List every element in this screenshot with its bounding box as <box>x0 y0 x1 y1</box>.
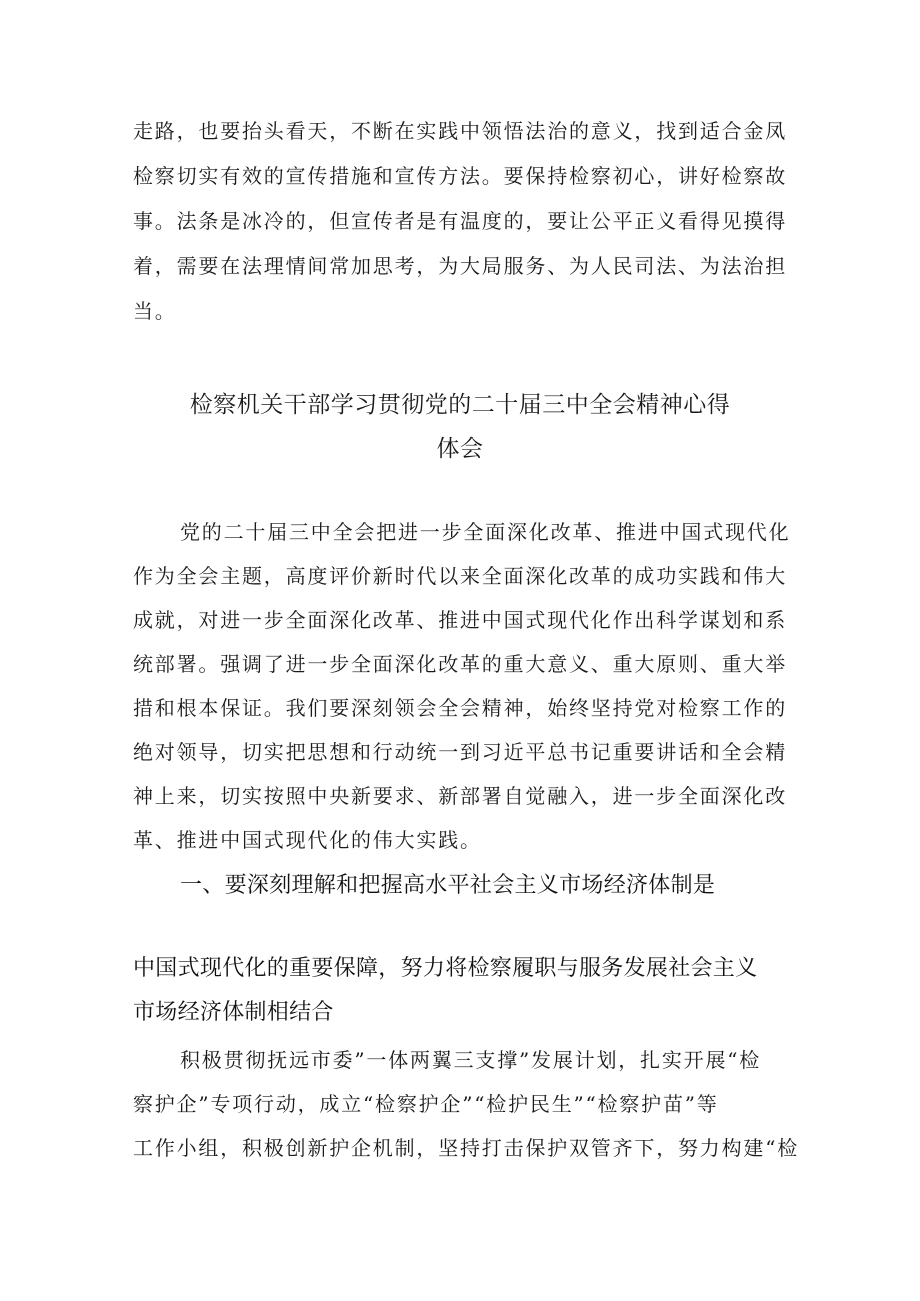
section1-heading-line-2: 中国式现代化的重要保障，努力将检察履职与服务发展社会主义 <box>133 956 758 981</box>
section1-body-line-3: 工作小组，积极创新护企机制，坚持打击保护双管齐下，努力构建“检 <box>133 1136 800 1160</box>
intro-line-7: 神上来，切实按照中央新要求、新部署自觉融入，进一步全面深化改 <box>133 784 787 808</box>
continuation-line-5: 当。 <box>133 299 177 323</box>
article-title-line-2: 体会 <box>436 436 484 462</box>
continuation-line-1: 走路，也要抬头看天，不断在实践中领悟法治的意义，找到适合金凤 <box>133 119 787 143</box>
intro-line-8: 革、推进中国式现代化的伟大实践。 <box>133 828 482 852</box>
intro-line-1: 党的二十届三中全会把进一步全面深化改革、推进中国式现代化 <box>180 520 791 544</box>
section1-body-line-1: 积极贯彻抚远市委”一体两翼三支撑”发展计划，扎实开展“检 <box>180 1048 762 1072</box>
intro-line-3: 成就，对进一步全面深化改革、推进中国式现代化作出科学谋划和系 <box>133 608 787 632</box>
intro-line-5: 措和根本保证。我们要深刻领会全会精神，始终坚持党对检察工作的 <box>133 696 787 720</box>
continuation-line-2: 检察切实有效的宣传措施和宣传方法。要保持检察初心，讲好检察故 <box>133 164 787 188</box>
intro-line-6: 绝对领导，切实把思想和行动统一到习近平总书记重要讲话和全会精 <box>133 740 787 764</box>
intro-line-2: 作为全会主题，高度评价新时代以来全面深化改革的成功实践和伟大 <box>133 564 787 588</box>
section1-heading-line-1: 一、要深刻理解和把握高水平社会主义市场经济体制是 <box>180 873 716 898</box>
continuation-line-4: 着，需要在法理情间常加思考，为大局服务、为人民司法、为法治担 <box>133 254 787 278</box>
section1-body-line-2: 察护企”专项行动，成立“检察护企”“检护民生”“检察护苗”等 <box>133 1092 719 1116</box>
continuation-line-3: 事。法条是冰冷的，但宣传者是有温度的，要让公平正义看得见摸得 <box>133 209 787 233</box>
intro-line-4: 统部署。强调了进一步全面深化改革的重大意义、重大原则、重大举 <box>133 652 787 676</box>
section1-heading-line-3: 市场经济体制相结合 <box>133 1000 334 1025</box>
article-title-line-1: 检察机关干部学习贯彻党的二十届三中全会精神心得 <box>189 392 731 418</box>
